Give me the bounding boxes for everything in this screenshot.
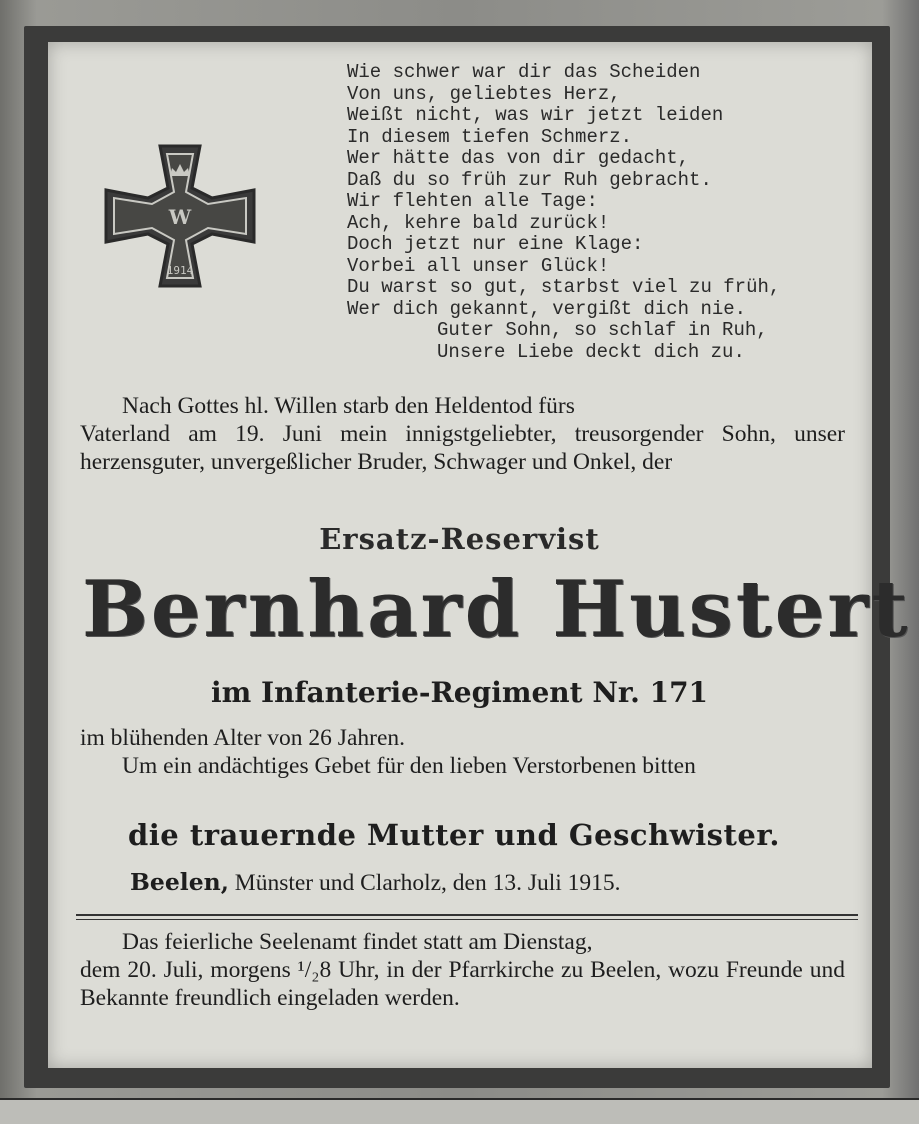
- place-and-date: [130, 868, 850, 897]
- divider-rule-thin: [76, 919, 858, 920]
- cross-year: 1914: [166, 264, 194, 277]
- poem-line: Ach, kehre bald zurück!: [347, 211, 610, 234]
- next-column-strip: [0, 1098, 919, 1124]
- place-bold: Beelen,: [130, 868, 229, 896]
- age-text: im blühenden Alter von 26 Jahren.: [80, 725, 406, 751]
- divider-rule: [76, 914, 858, 916]
- poem-line: Wer hätte das von dir gedacht,: [347, 147, 690, 169]
- poem-line: Von uns, geliebtes Herz,: [347, 82, 621, 105]
- announcement-first-line: Nach Gottes hl. Willen starb den Heldentod fürs: [122, 393, 575, 419]
- poem-line: Unsere Liebe deckt dich zu.: [437, 340, 745, 363]
- place-rest: Münster und Clarholz, den 13. Juli 1915.: [228, 870, 621, 896]
- funeral-service-notice: [80, 928, 845, 1012]
- poem-line: Wie schwer war dir das Scheiden: [347, 61, 701, 83]
- mourners-line: die trauernde Mutter und Geschwister.: [128, 818, 781, 852]
- poem-line: Vorbei all unser Glück!: [347, 254, 610, 277]
- iron-cross-icon: [100, 140, 260, 292]
- cross-monogram: W: [168, 205, 192, 229]
- memorial-poem: [347, 62, 817, 363]
- prayer-request: Um ein andächtiges Gebet für den lieben Verstorbenen bitten: [122, 753, 696, 779]
- announcement-continuation: Vaterland am 19. Juni mein innigstgeliebter, treusorgender Sohn, unser herzensguter, unvergeßlicher Bruder, Schwager und Onkel, der: [80, 421, 845, 475]
- poem-line: Du warst so gut, starbst viel zu früh,: [347, 276, 781, 298]
- poem-line: Weißt nicht, was wir jetzt leiden: [347, 104, 724, 126]
- poem-line: Wir flehten alle Tage:: [347, 190, 598, 212]
- poem-line: Daß du so früh zur Ruh gebracht.: [347, 168, 712, 191]
- service-first-line: Das feierliche Seelenamt findet statt am Dienstag,: [122, 929, 593, 955]
- military-rank: Ersatz-Reservist: [319, 522, 600, 556]
- deceased-name: Bernhard Hustert: [82, 564, 911, 655]
- service-continuation: dem 20. Juli, morgens ¹/₂8 Uhr, in der Pfarrkirche zu Beelen, wozu Freunde und Bekannte freundlich eingeladen werden.: [80, 957, 845, 1011]
- poem-line: Guter Sohn, so schlaf in Ruh,: [437, 319, 768, 341]
- death-announcement-text: [80, 392, 845, 476]
- age-and-request: [80, 724, 845, 780]
- poem-line: In diesem tiefen Schmerz.: [347, 125, 633, 148]
- regiment: im Infanterie-Regiment Nr. 171: [210, 676, 709, 709]
- poem-line: Wer dich gekannt, vergißt dich nie.: [347, 297, 747, 320]
- poem-line: Doch jetzt nur eine Klage:: [347, 233, 644, 255]
